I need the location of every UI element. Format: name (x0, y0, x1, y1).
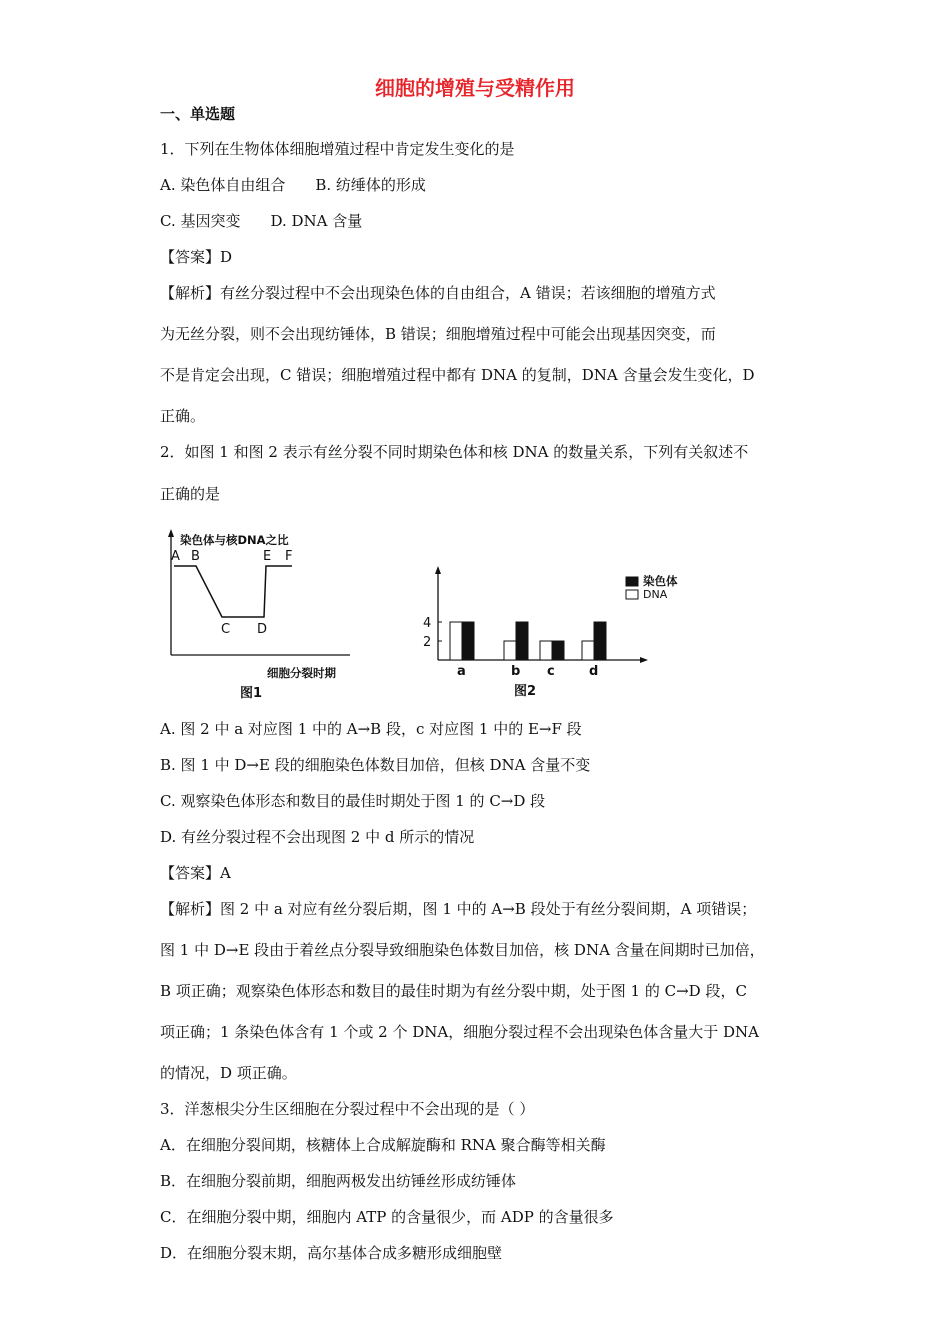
page-title: 细胞的增殖与受精作用 (375, 76, 575, 100)
q1-option-c: C. 基因突变 (160, 212, 241, 230)
q3-stem: 3．洋葱根尖分生区细胞在分裂过程中不会出现的是（ ） (160, 1100, 535, 1118)
q2-option-c: C. 观察染色体形态和数目的最佳时期处于图 1 的 C→D 段 (160, 792, 546, 810)
q1-stem: 1．下列在生物体体细胞增殖过程中肯定发生变化的是 (160, 140, 515, 158)
fig2-legend-dna: DNA (643, 588, 668, 601)
q2-analysis-line: 【解析】图 2 中 a 对应有丝分裂后期，图 1 中的 A→B 段处于有丝分裂间期，A 项错误； (160, 900, 757, 918)
fig1-xlabel: 细胞分裂时期 (267, 666, 336, 680)
q1-options-row1 (160, 174, 426, 196)
q2-option-a: A. 图 2 中 a 对应图 1 中的 A→B 段，c 对应图 1 中的 E→F 段 (160, 720, 582, 738)
fig1-y-arrow (168, 529, 174, 537)
q1-option-d: D. DNA 含量 (270, 212, 363, 230)
q1-analysis-line: 为无丝分裂，则不会出现纺锤体，B 错误；细胞增殖过程中可能会出现基因突变，而 (160, 325, 716, 343)
fig2-y-arrow (435, 566, 441, 574)
fig2-bar-b-dna (504, 641, 516, 660)
q1-option-b: B. 纺缍体的形成 (315, 176, 426, 194)
q2-stem-line: 2．如图 1 和图 2 表示有丝分裂不同时期染色体和核 DNA 的数量关系，下列有关叙述不 (160, 443, 749, 461)
fig2-bar-b-chromosome (516, 622, 528, 660)
q1-answer: 【答案】D (160, 248, 233, 266)
fig1-point-label-f: F (285, 549, 293, 564)
fig1-point-label-d: D (257, 622, 268, 637)
fig2-caption: 图2 (514, 684, 537, 699)
fig1-caption: 图1 (240, 686, 263, 701)
fig2-legend-swatch-chromosome (626, 577, 638, 586)
fig2-bar-c-dna (540, 641, 552, 660)
q1-analysis-line: 【解析】有丝分裂过程中不会出现染色体的自由组合，A 错误；若该细胞的增殖方式 (160, 284, 716, 302)
fig2-y-tick-label: 4 (423, 616, 432, 631)
figure-2-bar-chart (410, 565, 700, 705)
fig2-legend-swatch-dna (626, 590, 638, 599)
fig2-legend-chromosome: 染色体 (643, 574, 678, 588)
q2-option-d: D. 有丝分裂过程不会出现图 2 中 d 所示的情况 (160, 828, 475, 846)
fig1-point-label-e: E (263, 549, 272, 564)
q2-option-b: B. 图 1 中 D→E 段的细胞染色体数目加倍，但核 DNA 含量不变 (160, 756, 591, 774)
q3-option-a: A．在细胞分裂间期，核糖体上合成解旋酶和 RNA 聚合酶等相关酶 (160, 1136, 606, 1154)
q1-option-a: A. 染色体自由组合 (160, 176, 286, 194)
q1-analysis-line: 不是肯定会出现，C 错误；细胞增殖过程中都有 DNA 的复制，DNA 含量会发生变化，D (160, 366, 755, 384)
q2-answer: 【答案】A (160, 864, 231, 882)
section-heading: 一、单选题 (160, 105, 236, 123)
q2-analysis-line: B 项正确；观察染色体形态和数目的最佳时期为有丝分裂中期，处于图 1 的 C→D 段，C (160, 982, 747, 1000)
fig1-point-label-b: B (191, 549, 200, 564)
fig1-ylabel: 染色体与核DNA之比 (180, 533, 289, 547)
fig2-category-label: a (457, 664, 466, 679)
fig2-x-arrow (640, 657, 648, 663)
q1-options-row2 (160, 210, 362, 232)
q2-analysis-line: 图 1 中 D→E 段由于着丝点分裂导致细胞染色体数目加倍，核 DNA 含量在间期时已加倍， (160, 941, 765, 959)
fig2-bar-a-chromosome (462, 622, 474, 660)
fig1-point-label-a: A (171, 549, 180, 564)
fig2-bar-d-chromosome (594, 622, 606, 660)
q2-analysis-line: 的情况，D 项正确。 (160, 1064, 297, 1082)
fig1-point-label-c: C (221, 622, 231, 637)
q3-option-d: D．在细胞分裂末期，高尔基体合成多糖形成细胞壁 (160, 1244, 503, 1262)
fig1-data-line (174, 566, 292, 617)
fig2-category-label: d (589, 664, 599, 679)
fig2-y-tick-label: 2 (423, 635, 432, 650)
q2-analysis-line: 项正确；1 条染色体含有 1 个或 2 个 DNA，细胞分裂过程不会出现染色体含量大于 DNA (160, 1023, 759, 1041)
q3-option-c: C．在细胞分裂中期，细胞内 ATP 的含量很少，而 ADP 的含量很多 (160, 1208, 614, 1226)
fig2-bar-a-dna (450, 622, 462, 660)
fig2-category-label: b (511, 664, 521, 679)
q1-analysis-line: 正确。 (160, 407, 206, 425)
q3-option-b: B．在细胞分裂前期，细胞两极发出纺锤丝形成纺锤体 (160, 1172, 517, 1190)
fig2-category-label: c (547, 664, 555, 679)
fig2-bar-c-chromosome (552, 641, 564, 660)
fig2-bar-d-dna (582, 641, 594, 660)
figure-1-line-chart (160, 525, 380, 705)
q2-stem-line: 正确的是 (160, 485, 221, 503)
